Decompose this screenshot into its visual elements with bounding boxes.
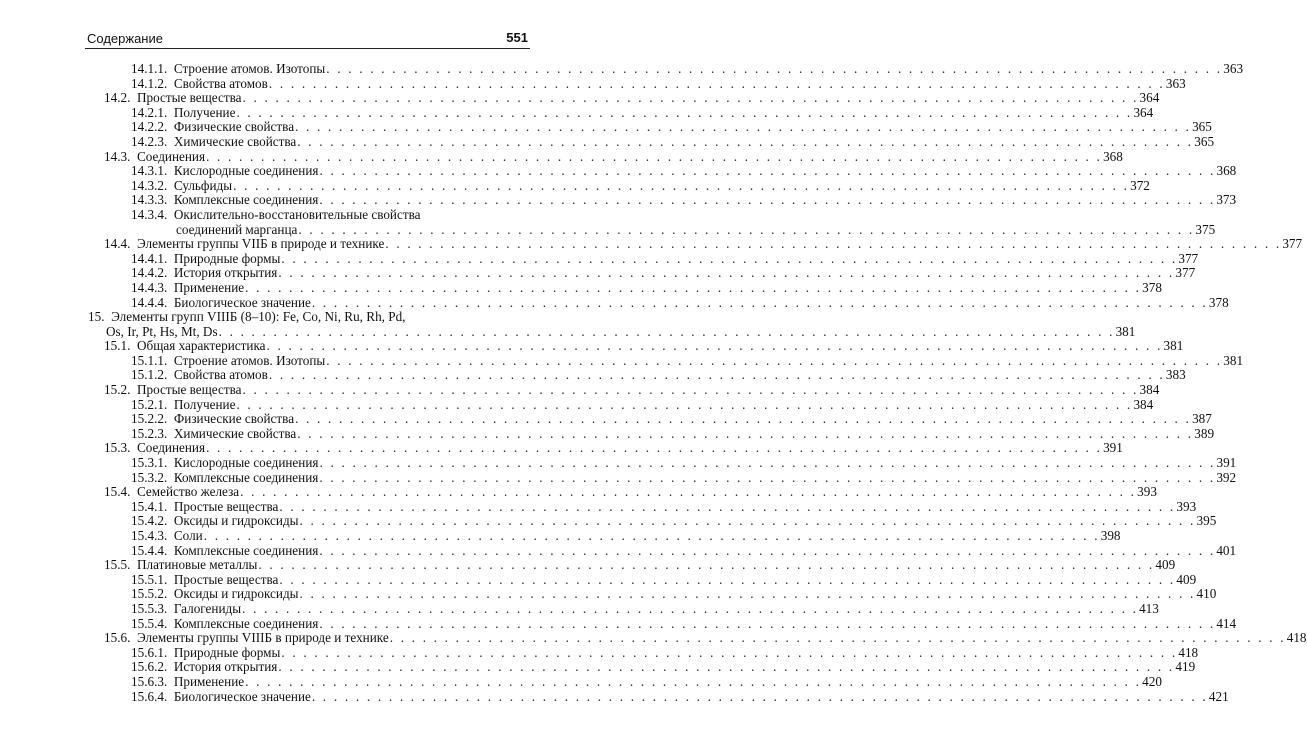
running-header: [85, 30, 530, 49]
dot-leader: . . . . . . . . . . . . . . . . . . . . . . . . . . . . . . . . . . . . . . . . . . . . . . . . . . . . . . . . . . . . . . . . . . . . . . . . . . . . . . . . . .: [389, 630, 1286, 646]
toc-entry-label: [131, 368, 268, 383]
toc-entry-page: 373: [1216, 192, 1237, 208]
toc-entry: [0, 440, 1123, 456]
toc-entry-page: 372: [1130, 177, 1150, 193]
toc-entry: [0, 411, 1212, 427]
dot-leader: . . . . . . . . . . . . . . . . . . . . . . . . . . . . . . . . . . . . . . . . . . . . . . . . . . . . . . . . . . . . . . . . . . . . . . . . . . . . . . . . . .: [326, 61, 1223, 76]
toc-entry-page: 363: [1165, 75, 1186, 91]
toc-entry-title: Комплексные соединения: [173, 192, 319, 208]
dot-leader: . . . . . . . . . . . . . . . . . . . . . . . . . . . . . . . . . . . . . . . . . . . . . . . . . . . . . . . . . . . . . . . . . . . . . . . . . . . . . . . . . .: [281, 250, 1178, 266]
toc-entry-page: 364: [1139, 90, 1160, 106]
toc-entry-number: 15.2.3.: [131, 425, 168, 441]
dot-leader: . . . . . . . . . . . . . . . . . . . . . . . . . . . . . . . . . . . . . . . . . . . . . . . . . . . . . . . . . . . . . . . . . . . . . . . . . . . . . . . . . .: [298, 221, 1195, 237]
table-of-contents: [0, 61, 1307, 704]
toc-entry-title: Биологическое значение: [173, 688, 311, 704]
dot-leader: . . . . . . . . . . . . . . . . . . . . . . . . . . . . . . . . . . . . . . . . . . . . . . . . . . . . . . . . . . . . . . . . . . . . . . . . . . . . . . . . . .: [203, 528, 1100, 543]
toc-entry: [0, 498, 1197, 515]
toc-entry: [0, 586, 1217, 602]
toc-entry-number: 15.: [88, 309, 105, 325]
dot-leader: . . . . . . . . . . . . . . . . . . . . . . . . . . . . . . . . . . . . . . . . . . . . . . . . . . . . . . . . . . . . . . . . . . . . . . . . . . . . . . . . . .: [266, 338, 1163, 354]
toc-entry-label: [131, 207, 421, 222]
toc-entry-number: 14.4.1.: [131, 250, 168, 266]
toc-entry-title: Физические свойства: [173, 119, 295, 135]
toc-entry: [0, 615, 1237, 632]
toc-entry: [0, 396, 1154, 413]
toc-entry-title: Комплексные соединения: [173, 615, 319, 631]
dot-leader: . . . . . . . . . . . . . . . . . . . . . . . . . . . . . . . . . . . . . . . . . . . . . . . . . . . . . . . . . . . . . . . . . . . . . . . . . . . . . . . . . .: [236, 104, 1133, 120]
toc-entry-number: 14.4.2.: [131, 265, 168, 281]
dot-leader: . . . . . . . . . . . . . . . . . . . . . . . . . . . . . . . . . . . . . . . . . . . . . . . . . . . . . . . . . . . . . . . . . . . . . . . . . . . . . . . . . .: [279, 498, 1176, 514]
toc-entry-number: 14.3.1.: [131, 163, 168, 179]
toc-entry-page: 389: [1194, 425, 1215, 441]
dot-leader: . . . . . . . . . . . . . . . . . . . . . . . . . . . . . . . . . . . . . . . . . . . . . . . . . . . . . . . . . . . . . . . . . . . . . . . . . . . . . . . . . .: [319, 615, 1216, 631]
toc-entry-title: Простые вещества: [136, 382, 242, 398]
toc-entry-number: 14.4.3.: [131, 279, 168, 295]
toc-entry-number: 15.4.: [104, 484, 131, 500]
toc-entry-page: 391: [1216, 455, 1237, 471]
toc-entry-number: 14.3.3.: [131, 192, 168, 208]
toc-entry-page: 395: [1196, 513, 1217, 529]
toc-entry-number: 15.6.2.: [131, 659, 168, 675]
dot-leader: . . . . . . . . . . . . . . . . . . . . . . . . . . . . . . . . . . . . . . . . . . . . . . . . . . . . . . . . . . . . . . . . . . . . . . . . . . . . . . . . . .: [236, 396, 1133, 412]
toc-entry: [0, 338, 1184, 354]
toc-entry-page: 392: [1216, 469, 1237, 485]
toc-entry-page: 383: [1165, 367, 1186, 383]
dot-leader: . . . . . . . . . . . . . . . . . . . . . . . . . . . . . . . . . . . . . . . . . . . . . . . . . . . . . . . . . . . . . . . . . . . . . . . . . . . . . . . . . .: [233, 177, 1130, 193]
toc-entry: [0, 425, 1215, 442]
toc-entry-number: 15.4.2.: [131, 513, 168, 529]
toc-entry-number: 15.1.: [104, 338, 131, 354]
toc-entry-page: 384: [1139, 382, 1160, 398]
toc-entry: [0, 90, 1160, 106]
dot-leader: . . . . . . . . . . . . . . . . . . . . . . . . . . . . . . . . . . . . . . . . . . . . . . . . . . . . . . . . . . . . . . . . . . . . . . . . . . . . . . . . . .: [319, 163, 1216, 179]
toc-entry-label: [131, 296, 311, 311]
toc-entry-label: [104, 383, 242, 398]
toc-entry-number: 15.6.: [104, 630, 131, 646]
toc-entry-title: Соли: [173, 528, 203, 543]
toc-entry-page: 387: [1192, 411, 1212, 427]
toc-entry-label: [131, 573, 278, 588]
dot-leader: . . . . . . . . . . . . . . . . . . . . . . . . . . . . . . . . . . . . . . . . . . . . . . . . . . . . . . . . . . . . . . . . . . . . . . . . . . . . . . . . . .: [326, 352, 1223, 368]
toc-entry-title: Оксиды и гидроксиды: [173, 513, 299, 529]
toc-entry-label: [131, 135, 296, 150]
toc-entry-number: 14.2.2.: [131, 119, 168, 135]
toc-entry-page: 381: [1223, 352, 1244, 368]
dot-leader: . . . . . . . . . . . . . . . . . . . . . . . . . . . . . . . . . . . . . . . . . . . . . . . . . . . . . . . . . . . . . . . . . . . . . . . . . . . . . . . . . .: [218, 323, 1115, 339]
dot-leader: . . . . . . . . . . . . . . . . . . . . . . . . . . . . . . . . . . . . . . . . . . . . . . . . . . . . . . . . . . . . . . . . . . . . . . . . . . . . . . . . . .: [299, 586, 1196, 602]
toc-entry-title: Кислородные соединения: [173, 455, 319, 471]
toc-entry: [0, 133, 1215, 150]
toc-entry-page: 365: [1194, 133, 1215, 149]
toc-entry-number: 14.1.2.: [131, 75, 168, 91]
toc-entry: [0, 659, 1196, 675]
toc-entry-label: [131, 646, 280, 661]
toc-entry-label: [104, 91, 242, 106]
toc-entry-label: [131, 266, 277, 281]
toc-entry-title: Комплексные соединения: [173, 542, 319, 558]
toc-entry-title-continued: Os, Ir, Pt, Hs, Mt, Ds: [106, 323, 218, 339]
toc-entry-page: 375: [1195, 221, 1216, 237]
toc-entry-label: [131, 427, 296, 442]
toc-entry-number: 15.5.2.: [131, 586, 168, 602]
toc-entry-title: Химические свойства: [173, 133, 297, 149]
dot-leader: . . . . . . . . . . . . . . . . . . . . . . . . . . . . . . . . . . . . . . . . . . . . . . . . . . . . . . . . . . . . . . . . . . . . . . . . . . . . . . . . . .: [245, 279, 1142, 295]
toc-entry: [0, 208, 514, 223]
toc-entry-page: 418: [1286, 630, 1307, 646]
dot-leader: . . . . . . . . . . . . . . . . . . . . . . . . . . . . . . . . . . . . . . . . . . . . . . . . . . . . . . . . . . . . . . . . . . . . . . . . . . . . . . . . . .: [319, 542, 1216, 558]
toc-entry: [0, 382, 1160, 398]
dot-leader: . . . . . . . . . . . . . . . . . . . . . . . . . . . . . . . . . . . . . . . . . . . . . . . . . . . . . . . . . . . . . . . . . . . . . . . . . . . . . . . . . .: [258, 557, 1155, 573]
toc-entry-number: 15.2.1.: [131, 396, 168, 412]
toc-entry: [0, 119, 1212, 135]
toc-entry-title: Применение: [173, 673, 245, 689]
toc-entry: [0, 104, 1154, 121]
toc-entry-title: Свойства атомов: [173, 367, 268, 383]
toc-entry-title: Химические свойства: [173, 425, 297, 441]
dot-leader: . . . . . . . . . . . . . . . . . . . . . . . . . . . . . . . . . . . . . . . . . . . . . . . . . . . . . . . . . . . . . . . . . . . . . . . . . . . . . . . . . .: [242, 600, 1139, 616]
dot-leader: . . . . . . . . . . . . . . . . . . . . . . . . . . . . . . . . . . . . . . . . . . . . . . . . . . . . . . . . . . . . . . . . . . . . . . . . . . . . . . . . . .: [297, 133, 1194, 149]
toc-entry: [0, 571, 1197, 588]
toc-entry-title: Платиновые металлы: [136, 557, 258, 573]
toc-entry-title: Простые вещества: [136, 90, 242, 106]
toc-entry-page: 381: [1163, 338, 1184, 354]
toc-entry: [0, 367, 1186, 383]
toc-entry: [0, 61, 1244, 77]
toc-entry-label: [131, 77, 268, 92]
dot-leader: . . . . . . . . . . . . . . . . . . . . . . . . . . . . . . . . . . . . . . . . . . . . . . . . . . . . . . . . . . . . . . . . . . . . . . . . . . . . . . . . . .: [245, 673, 1142, 689]
toc-entry-title: Кислородные соединения: [173, 163, 319, 179]
toc-entry-title: Галогениды: [173, 600, 242, 616]
toc-entry-title: Свойства атомов: [173, 75, 268, 91]
dot-leader: . . . . . . . . . . . . . . . . . . . . . . . . . . . . . . . . . . . . . . . . . . . . . . . . . . . . . . . . . . . . . . . . . . . . . . . . . . . . . . . . . .: [297, 425, 1194, 441]
toc-entry-label: [131, 471, 318, 486]
toc-entry-page: 393: [1137, 484, 1157, 500]
toc-entry-title: Элементы групп VIIIБ (8–10): Fe, Co, Ni, Ru, Rh, Pd,: [111, 309, 406, 325]
toc-entry-label: [131, 354, 325, 369]
toc-entry-number: 15.6.1.: [131, 644, 168, 660]
dot-leader: . . . . . . . . . . . . . . . . . . . . . . . . . . . . . . . . . . . . . . . . . . . . . . . . . . . . . . . . . . . . . . . . . . . . . . . . . . . . . . . . . .: [240, 484, 1137, 500]
toc-entry: [0, 265, 1196, 281]
toc-entry-title: Применение: [173, 279, 245, 295]
toc-entry-title: Общая характеристика: [136, 338, 266, 354]
toc-entry-number: 15.5.3.: [131, 600, 168, 616]
toc-entry-label: [131, 193, 318, 208]
toc-entry-page: 421: [1208, 688, 1229, 704]
toc-entry-label: [131, 544, 318, 559]
toc-entry-title: Элементы группы VIIIБ в природе и технике: [136, 630, 389, 646]
toc-entry-page: 409: [1176, 571, 1197, 587]
toc-entry: [0, 630, 1307, 646]
toc-entry-title: Соединения: [136, 440, 206, 456]
toc-entry-number: 15.1.1.: [131, 352, 168, 368]
toc-entry-label: [104, 485, 239, 500]
toc-entry-label: [131, 514, 299, 529]
toc-entry-number: 14.2.3.: [131, 133, 168, 149]
toc-entry-title: Получение: [173, 104, 236, 120]
toc-entry-title: Простые вещества: [173, 571, 279, 587]
dot-leader: . . . . . . . . . . . . . . . . . . . . . . . . . . . . . . . . . . . . . . . . . . . . . . . . . . . . . . . . . . . . . . . . . . . . . . . . . . . . . . . . . .: [278, 659, 1175, 675]
toc-entry-number: 15.4.4.: [131, 542, 168, 558]
toc-entry: [0, 236, 1303, 252]
toc-entry-continuation: [0, 323, 1136, 340]
toc-entry-number: 15.4.1.: [131, 498, 168, 514]
toc-entry-number: 14.3.4.: [131, 206, 168, 222]
toc-entry-number: 15.4.3.: [131, 528, 168, 543]
toc-entry-label: [131, 500, 278, 515]
toc-entry-page: 414: [1216, 615, 1237, 631]
toc-entry: [0, 644, 1199, 661]
toc-entry-label: [131, 412, 294, 427]
dot-leader: . . . . . . . . . . . . . . . . . . . . . . . . . . . . . . . . . . . . . . . . . . . . . . . . . . . . . . . . . . . . . . . . . . . . . . . . . . . . . . . . . .: [295, 411, 1192, 427]
toc-entry-label: [131, 398, 235, 413]
toc-entry-number: 15.5.1.: [131, 571, 168, 587]
toc-entry-label: [88, 309, 405, 324]
toc-entry-label: [104, 631, 389, 646]
toc-entry-label: [104, 237, 384, 252]
toc-entry-title: История открытия: [173, 265, 278, 281]
toc-entry-page: 393: [1176, 498, 1197, 514]
toc-entry: [0, 688, 1229, 705]
toc-entry: [0, 484, 1157, 500]
toc-entry-label: [131, 529, 203, 544]
toc-entry-page: 377: [1178, 250, 1199, 266]
dot-leader: . . . . . . . . . . . . . . . . . . . . . . . . . . . . . . . . . . . . . . . . . . . . . . . . . . . . . . . . . . . . . . . . . . . . . . . . . . . . . . . . . .: [268, 75, 1165, 91]
header-title: Содержание: [87, 31, 163, 46]
toc-entry-page: 419: [1175, 659, 1196, 675]
toc-entry-title: Простые вещества: [173, 498, 279, 514]
toc-entry-number: 14.1.1.: [131, 61, 168, 76]
toc-entry: [0, 279, 1162, 296]
toc-entry-label: [104, 441, 205, 456]
toc-entry-title: Элементы группы VIIБ в природе и технике: [136, 236, 385, 252]
toc-entry: [0, 250, 1199, 267]
toc-entry-label: [131, 164, 318, 179]
toc-entry: [0, 513, 1217, 529]
toc-entry-title: История открытия: [173, 659, 278, 675]
toc-entry: [0, 177, 1150, 194]
toc-entry-page: 377: [1282, 236, 1303, 252]
toc-entry-number: 14.4.4.: [131, 294, 168, 310]
toc-entry-title: Получение: [173, 396, 236, 412]
toc-entry: [0, 673, 1162, 690]
dot-leader: . . . . . . . . . . . . . . . . . . . . . . . . . . . . . . . . . . . . . . . . . . . . . . . . . . . . . . . . . . . . . . . . . . . . . . . . . . . . . . . . . .: [299, 513, 1196, 529]
dot-leader: . . . . . . . . . . . . . . . . . . . . . . . . . . . . . . . . . . . . . . . . . . . . . . . . . . . . . . . . . . . . . . . . . . . . . . . . . . . . . . . . . .: [279, 571, 1176, 587]
toc-entry-label: [131, 281, 244, 296]
dot-leader: . . . . . . . . . . . . . . . . . . . . . . . . . . . . . . . . . . . . . . . . . . . . . . . . . . . . . . . . . . . . . . . . . . . . . . . . . . . . . . . . . .: [385, 236, 1282, 252]
toc-entry-page: 368: [1216, 163, 1237, 179]
toc-entry-number: 15.5.: [104, 557, 131, 573]
toc-entry-page: 413: [1139, 600, 1159, 616]
toc-entry-page: 377: [1175, 265, 1196, 281]
toc-entry-page: 381: [1115, 323, 1136, 339]
toc-entry-number: 14.3.2.: [131, 177, 168, 193]
toc-entry-page: 391: [1103, 440, 1123, 456]
toc-entry-title: Природные формы: [173, 250, 281, 266]
toc-entry-title: Строение атомов. Изотопы: [173, 352, 326, 368]
dot-leader: . . . . . . . . . . . . . . . . . . . . . . . . . . . . . . . . . . . . . . . . . . . . . . . . . . . . . . . . . . . . . . . . . . . . . . . . . . . . . . . . . .: [206, 148, 1103, 164]
toc-entry-title: Оксиды и гидроксиды: [173, 586, 299, 602]
toc-entry-page: 384: [1133, 396, 1154, 412]
dot-leader: . . . . . . . . . . . . . . . . . . . . . . . . . . . . . . . . . . . . . . . . . . . . . . . . . . . . . . . . . . . . . . . . . . . . . . . . . . . . . . . . . .: [295, 119, 1192, 135]
toc-entry-page: 368: [1103, 148, 1123, 164]
toc-entry: [0, 310, 514, 325]
toc-entry: [0, 163, 1237, 179]
toc-entry-page: 398: [1100, 528, 1121, 543]
toc-entry-title-continued: соединений марганца: [176, 221, 298, 237]
toc-entry-label: [104, 558, 257, 573]
toc-entry-title: Комплексные соединения: [173, 469, 319, 485]
toc-entry-number: 14.2.: [104, 90, 131, 106]
toc-entry-number: 15.5.4.: [131, 615, 168, 631]
dot-leader: . . . . . . . . . . . . . . . . . . . . . . . . . . . . . . . . . . . . . . . . . . . . . . . . . . . . . . . . . . . . . . . . . . . . . . . . . . . . . . . . . .: [281, 644, 1178, 660]
toc-entry-number: 14.2.1.: [131, 104, 168, 120]
toc-entry-label: [131, 587, 299, 602]
toc-entry-number: 14.3.: [104, 148, 131, 164]
toc-entry-number: 14.4.: [104, 236, 131, 252]
toc-entry: [0, 528, 1121, 544]
toc-entry-label: [131, 120, 294, 135]
toc-entry: [0, 455, 1237, 471]
toc-entry: [0, 192, 1237, 208]
toc-entry-page: 410: [1196, 586, 1217, 602]
toc-entry-label: [104, 339, 266, 354]
toc-entry: [0, 469, 1237, 486]
dot-leader: . . . . . . . . . . . . . . . . . . . . . . . . . . . . . . . . . . . . . . . . . . . . . . . . . . . . . . . . . . . . . . . . . . . . . . . . . . . . . . . . . .: [242, 382, 1139, 398]
toc-entry-title: Физические свойства: [173, 411, 295, 427]
toc-entry-title: Природные формы: [173, 644, 281, 660]
toc-entry-title: Сульфиды: [173, 177, 233, 193]
dot-leader: . . . . . . . . . . . . . . . . . . . . . . . . . . . . . . . . . . . . . . . . . . . . . . . . . . . . . . . . . . . . . . . . . . . . . . . . . . . . . . . . . .: [206, 440, 1103, 456]
toc-entry-number: 15.6.4.: [131, 688, 168, 704]
toc-entry-page: 365: [1192, 119, 1212, 135]
dot-leader: . . . . . . . . . . . . . . . . . . . . . . . . . . . . . . . . . . . . . . . . . . . . . . . . . . . . . . . . . . . . . . . . . . . . . . . . . . . . . . . . . .: [268, 367, 1165, 383]
toc-entry-label: [104, 150, 205, 165]
toc-entry-page: 364: [1133, 104, 1154, 120]
toc-entry-number: 15.2.: [104, 382, 131, 398]
toc-entry: [0, 352, 1244, 369]
toc-entry-page: 418: [1178, 644, 1199, 660]
toc-entry-page: 420: [1142, 673, 1162, 689]
dot-leader: . . . . . . . . . . . . . . . . . . . . . . . . . . . . . . . . . . . . . . . . . . . . . . . . . . . . . . . . . . . . . . . . . . . . . . . . . . . . . . . . . .: [311, 688, 1208, 704]
toc-entry-title: Строение атомов. Изотопы: [173, 61, 326, 76]
toc-entry-label: [131, 602, 241, 617]
toc-entry-number: 15.3.2.: [131, 469, 168, 485]
toc-entry-number: 15.2.2.: [131, 411, 168, 427]
toc-entry-label: [131, 690, 311, 705]
toc-entry-title: Биологическое значение: [173, 294, 311, 310]
toc-entry-number: 15.6.3.: [131, 673, 168, 689]
toc-entry-label: [131, 106, 235, 121]
toc-entry-page: 378: [1208, 294, 1229, 310]
toc-entry-label: [131, 62, 325, 77]
toc-entry-page: 401: [1216, 542, 1237, 558]
toc-entry-page: 409: [1155, 557, 1176, 573]
toc-entry: [0, 148, 1123, 165]
page-number: 551: [506, 30, 528, 45]
toc-entry: [0, 75, 1186, 92]
toc-entry: [0, 557, 1176, 573]
toc-entry-label: [131, 456, 318, 471]
toc-entry-title: Семейство железа: [136, 484, 240, 500]
toc-entry-page: 378: [1142, 279, 1162, 295]
toc-entry-label: [131, 660, 277, 675]
dot-leader: . . . . . . . . . . . . . . . . . . . . . . . . . . . . . . . . . . . . . . . . . . . . . . . . . . . . . . . . . . . . . . . . . . . . . . . . . . . . . . . . . .: [278, 265, 1175, 281]
toc-entry-page: 363: [1223, 61, 1244, 76]
toc-entry-title: Соединения: [136, 148, 206, 164]
toc-entry-number: 15.1.2.: [131, 367, 168, 383]
toc-entry-number: 15.3.1.: [131, 455, 168, 471]
dot-leader: . . . . . . . . . . . . . . . . . . . . . . . . . . . . . . . . . . . . . . . . . . . . . . . . . . . . . . . . . . . . . . . . . . . . . . . . . . . . . . . . . .: [242, 90, 1139, 106]
toc-entry: [0, 600, 1159, 617]
dot-leader: . . . . . . . . . . . . . . . . . . . . . . . . . . . . . . . . . . . . . . . . . . . . . . . . . . . . . . . . . . . . . . . . . . . . . . . . . . . . . . . . . .: [319, 455, 1216, 471]
dot-leader: . . . . . . . . . . . . . . . . . . . . . . . . . . . . . . . . . . . . . . . . . . . . . . . . . . . . . . . . . . . . . . . . . . . . . . . . . . . . . . . . . .: [319, 192, 1216, 208]
toc-entry: [0, 542, 1237, 559]
dot-leader: . . . . . . . . . . . . . . . . . . . . . . . . . . . . . . . . . . . . . . . . . . . . . . . . . . . . . . . . . . . . . . . . . . . . . . . . . . . . . . . . . .: [319, 469, 1216, 485]
toc-entry-label: [131, 179, 232, 194]
toc-entry-label: [131, 617, 318, 632]
toc-entry-number: 15.3.: [104, 440, 131, 456]
toc-entry-title: Окислительно-восстановительные свойства: [173, 206, 421, 222]
toc-entry-continuation: [0, 221, 1216, 238]
toc-entry-label: [131, 675, 244, 690]
toc-entry: [0, 294, 1229, 311]
dot-leader: . . . . . . . . . . . . . . . . . . . . . . . . . . . . . . . . . . . . . . . . . . . . . . . . . . . . . . . . . . . . . . . . . . . . . . . . . . . . . . . . . .: [311, 294, 1208, 310]
toc-entry-label: [131, 252, 280, 267]
